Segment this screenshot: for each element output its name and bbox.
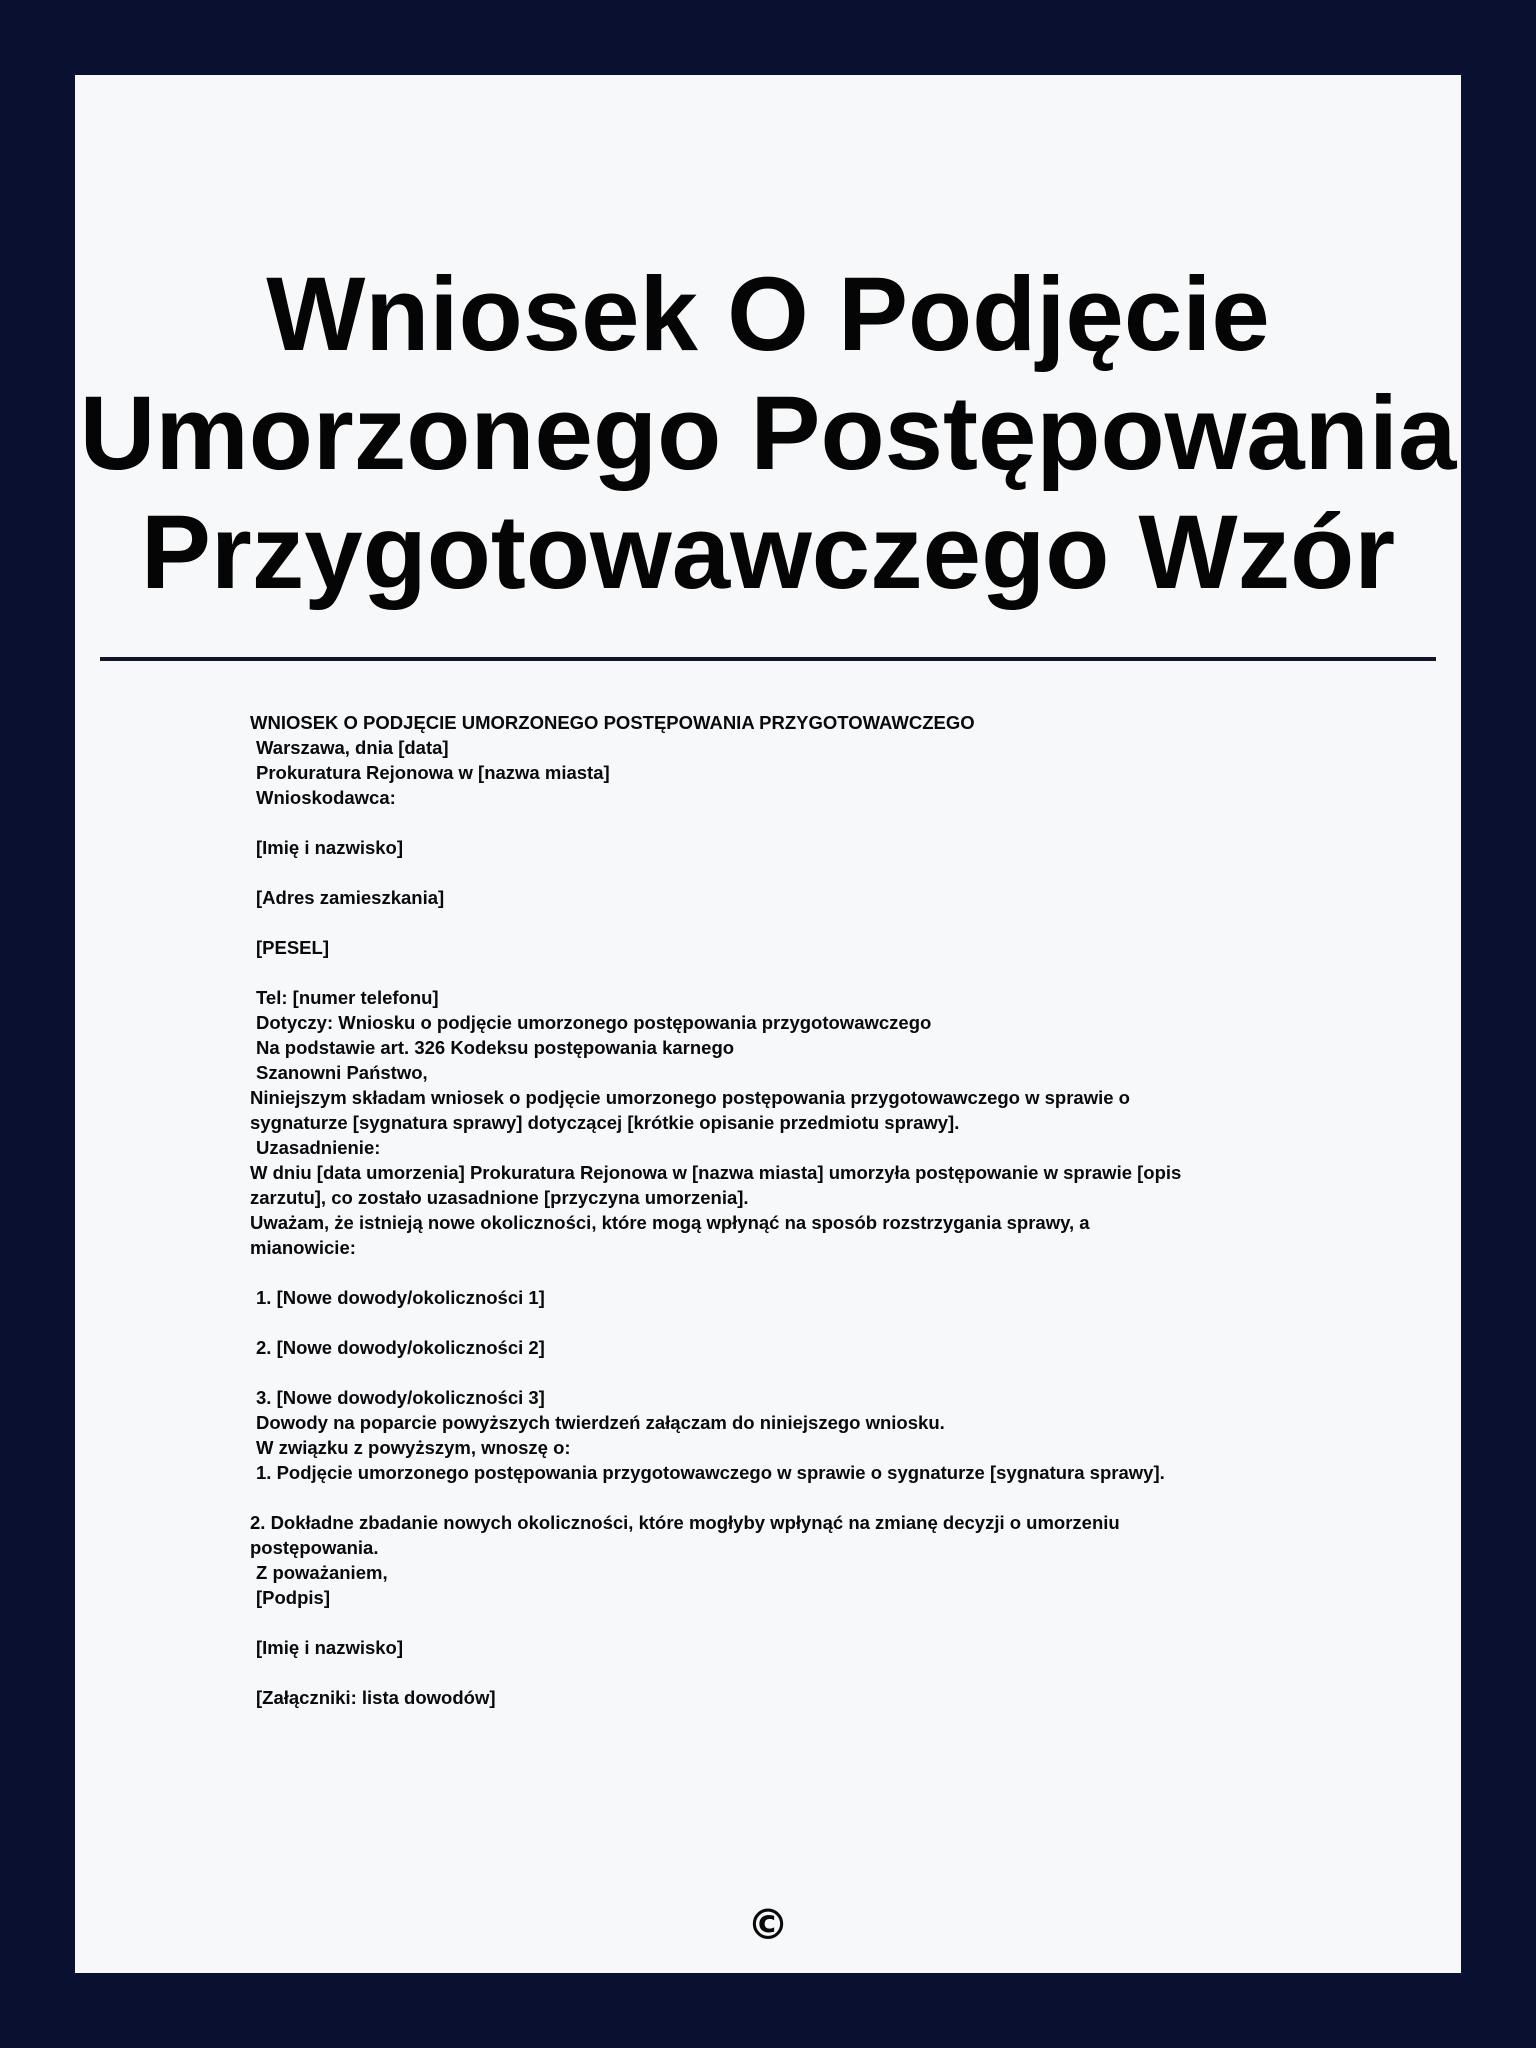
applicant-address: [Adres zamieszkania] — [256, 887, 445, 908]
request-item-1: 1. Podjęcie umorzonego postępowania przygotowawczego w sprawie o sygnaturze [sygnatura sprawy]. — [256, 1462, 1165, 1483]
intro-line-1: Niniejszym składam wniosek o podjęcie umorzonego postępowania przygotowawczego w sprawie o — [250, 1087, 1130, 1108]
evidence-note: Dowody na poparcie powyższych twierdzeń załączam do niniejszego wniosku. — [256, 1412, 945, 1433]
title-divider — [100, 657, 1436, 661]
new-circumstances-line-2: mianowicie: — [250, 1237, 356, 1258]
place-date: Warszawa, dnia [data] — [256, 737, 449, 758]
document-page — [75, 75, 1461, 1973]
title-line-3: Przygotowawczego Wzór — [140, 494, 1396, 611]
applicant-pesel: [PESEL] — [256, 937, 329, 958]
copyright-icon: © — [747, 1900, 789, 1949]
applicant-label: Wnioskodawca: — [256, 787, 396, 808]
justification-label: Uzasadnienie: — [256, 1137, 381, 1158]
subject-line: Dotyczy: Wniosku o podjęcie umorzonego postępowania przygotowawczego — [256, 1012, 932, 1033]
applicant-name: [Imię i nazwisko] — [256, 837, 404, 858]
spacer — [250, 1310, 1330, 1335]
spacer — [250, 1485, 1330, 1510]
page-title — [75, 255, 1461, 612]
signature-name: [Imię i nazwisko] — [256, 1637, 404, 1658]
spacer — [250, 910, 1330, 935]
signature: [Podpis] — [256, 1587, 330, 1608]
request-intro: W związku z powyższym, wnoszę o: — [256, 1437, 571, 1458]
spacer — [250, 1660, 1330, 1685]
justification-line-2: zarzutu], co zostało uzasadnione [przyczyna umorzenia]. — [250, 1187, 749, 1208]
justification-line-1: W dniu [data umorzenia] Prokuratura Rejonowa w [nazwa miasta] umorzyła postępowanie w sprawie [opis — [250, 1162, 1182, 1183]
circumstance-item: 2. [Nowe dowody/okoliczności 2] — [256, 1337, 545, 1358]
spacer — [250, 1260, 1330, 1285]
legal-basis: Na podstawie art. 326 Kodeksu postępowania karnego — [256, 1037, 735, 1058]
title-line-1: Wniosek O Podjęcie — [266, 256, 1270, 373]
prosecutor-office: Prokuratura Rejonowa w [nazwa miasta] — [256, 762, 610, 783]
document-body — [250, 710, 1330, 1710]
request-item-2-line-1: 2. Dokładne zbadanie nowych okoliczności, które mogłyby wpłynąć na zmianę decyzji o umorzeniu — [250, 1512, 1120, 1533]
spacer — [250, 1610, 1330, 1635]
new-circumstances-line-1: Uważam, że istnieją nowe okoliczności, które mogą wpłynąć na sposób rozstrzygania sprawy, a — [250, 1212, 1090, 1233]
salutation: Szanowni Państwo, — [256, 1062, 428, 1083]
document-heading: WNIOSEK O PODJĘCIE UMORZONEGO POSTĘPOWANIA PRZYGOTOWAWCZEGO — [250, 712, 975, 733]
circumstance-item: 1. [Nowe dowody/okoliczności 1] — [256, 1287, 545, 1308]
spacer — [250, 1360, 1330, 1385]
spacer — [250, 860, 1330, 885]
spacer — [250, 960, 1330, 985]
circumstance-item: 3. [Nowe dowody/okoliczności 3] — [256, 1387, 545, 1408]
applicant-phone: Tel: [numer telefonu] — [256, 987, 439, 1008]
intro-line-2: sygnaturze [sygnatura sprawy] dotyczącej [krótkie opisanie przedmiotu sprawy]. — [250, 1112, 960, 1133]
attachments: [Załączniki: lista dowodów] — [256, 1687, 496, 1708]
spacer — [250, 810, 1330, 835]
request-item-2-line-2: postępowania. — [250, 1537, 379, 1558]
title-line-2: Umorzonego Postępowania — [79, 375, 1457, 492]
closing: Z poważaniem, — [256, 1562, 388, 1583]
